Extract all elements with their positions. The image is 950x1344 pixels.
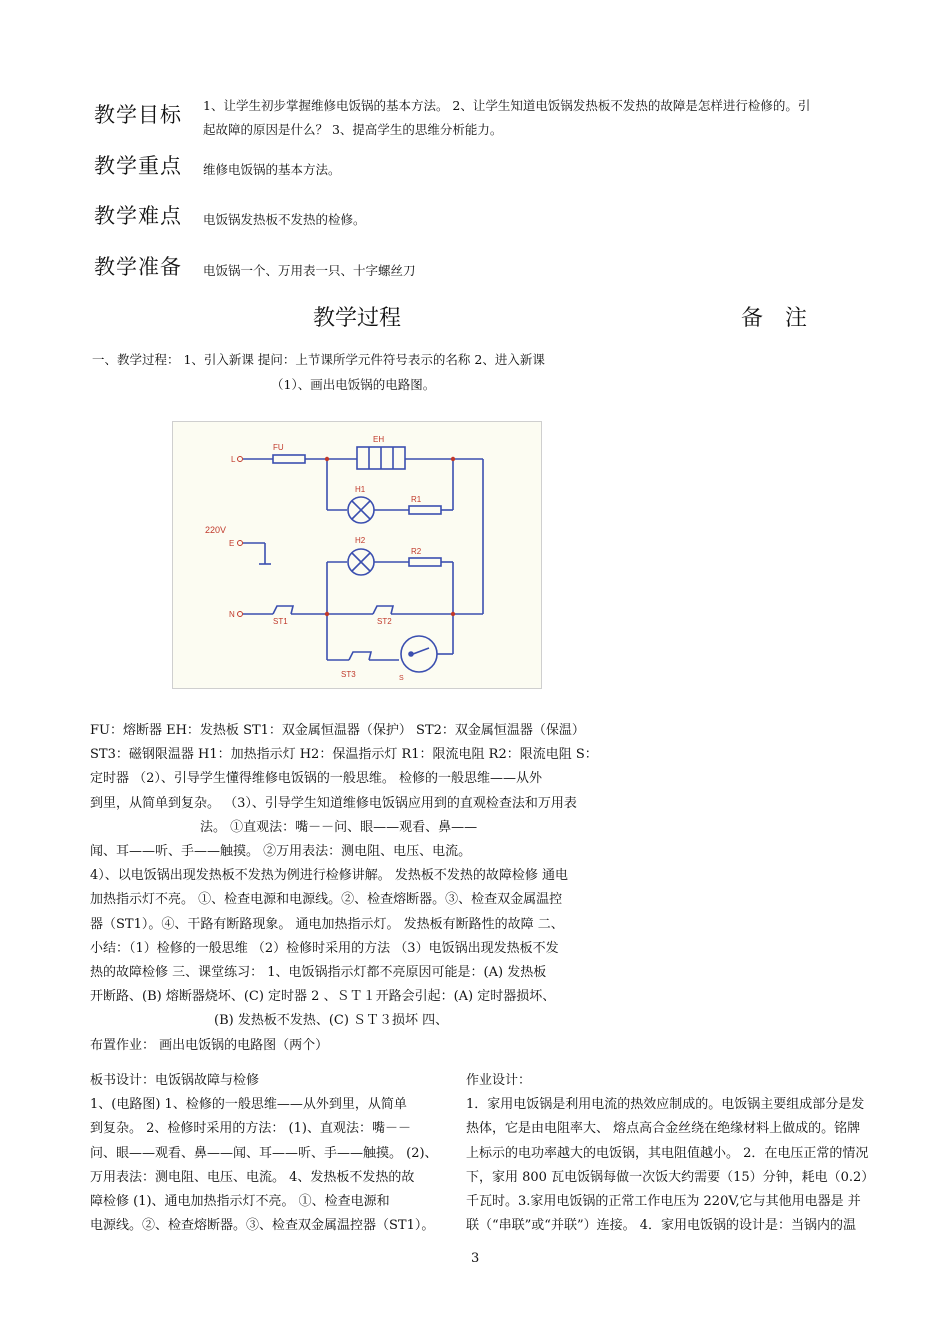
label-ST3: ST3: [341, 670, 356, 679]
body-line: 闻、耳——听、手——触摸。 ②万用表法：测电阻、电压、电流。: [90, 844, 472, 860]
body-line: 加热指示灯不亮。 ①、检查电源和电源线。②、检查熔断器。③、检查双金属温控: [90, 892, 563, 908]
body-line: 到里，从简单到复杂。 （3）、引导学生知道维修电饭锅应用到的直观检查法和万用表: [90, 795, 577, 811]
label-ST1: ST1: [273, 617, 288, 626]
preparation-text: 电饭锅一个、万用表一只、十字螺丝刀: [203, 263, 416, 278]
body-line: 开断路、(B) 熔断器烧坏、(C) 定时器 2 、ＳＴ１开路会引起：(A) 定时器损坏、: [90, 989, 556, 1005]
body-line: 4）、以电饭锅出现发热板不发热为例进行检修讲解。 发热板不发热的故障检修 通电: [90, 868, 569, 884]
page-number: 3: [471, 1251, 480, 1266]
body-line: 热的故障检修 三、课堂练习： 1、电饭锅指示灯都不亮原因可能是：(A) 发热板: [90, 965, 547, 981]
body-line: FU：熔断器 EH：发热板 ST1：双金属恒温器（保护） ST2：双金属恒温器（保温）: [90, 723, 585, 738]
body-line: 小结：（1）检修的一般思维 （2）检修时采用的方法 （3）电饭锅出现发热板不发: [90, 940, 559, 956]
difficulties-text: 电饭锅发热板不发热的检修。: [203, 212, 366, 227]
homework-line: 联（“串联”或“并联”）连接。 4．家用电饭锅的设计是：当锅内的温: [466, 1218, 856, 1234]
homework-line: 千瓦时。3.家用电饭锅的正常工作电压为 220V,它与其他用电器是 并: [466, 1194, 861, 1210]
resistor-r2-symbol: [409, 558, 441, 566]
timer-s-symbol: [401, 636, 437, 672]
homework-line: 下，家用 800 瓦电饭锅每做一次饭大约需要（15）分钟，耗电（0.2）: [466, 1169, 875, 1185]
section-title: 教学过程: [313, 306, 402, 331]
label-E: E: [229, 539, 235, 548]
label-R1: R1: [411, 495, 422, 504]
label-H1: H1: [355, 485, 366, 494]
body-line: 器（ST1）。④、干路有断路现象。 通电加热指示灯。 发热板有断路性的故障 二、: [90, 916, 564, 932]
board-line: 电源线。②、检查熔断器。③、检查双金属温控器（ST1）。: [90, 1218, 435, 1234]
label-R2: R2: [411, 547, 422, 556]
board-line: 万用表法：测电阻、电压、电流。 4、发热板不发热的故: [90, 1169, 415, 1185]
board-line: 障检修 (1)、通电加热指示灯不亮。 ①、检查电源和: [90, 1194, 390, 1210]
body-line: 定时器 （2）、引导学生懂得维修电饭锅的一般思维。 检修的一般思维——从外: [90, 771, 543, 787]
circuit-diagram: [172, 421, 542, 689]
homework-title: 作业设计：: [466, 1073, 532, 1088]
board-title: 板书设计：电饭锅故障与检修: [90, 1073, 260, 1088]
label-220V: 220V: [205, 525, 227, 535]
label-EH: EH: [373, 435, 385, 444]
key-points-text: 维修电饭锅的基本方法。: [203, 162, 341, 177]
label-L: L: [231, 455, 236, 464]
intro-line2: （1）、画出电饭锅的电路图。: [271, 377, 436, 392]
fuse-symbol: [273, 455, 305, 463]
board-design: [90, 1069, 460, 1238]
label-preparation: 教学准备: [94, 255, 182, 279]
switch-st2-symbol: [373, 606, 393, 614]
switch-st3-symbol: [349, 652, 371, 660]
body-line: ST3：磁钢限温器 H1：加热指示灯 H2：保温指示灯 R1：限流电阻 R2：限流电阻 S：: [90, 747, 598, 763]
objectives-line2: 起故障的原因是什么？ 3、提高学生的思维分析能力。: [203, 122, 503, 137]
homework-line: 上标示的电功率越大的电饭锅，其电阻值越小。 2．在电压正常的情况: [466, 1145, 869, 1161]
board-line: 到复杂。 2、检修时采用的方法： (1)、直观法：嘴－－: [90, 1121, 411, 1137]
body-line: (B) 发热板不发热、(C) ＳＴ３损坏 四、: [214, 1013, 449, 1029]
intro-line1: 一、教学过程： 1、引入新课 提问：上节课所学元件符号表示的名称 2、进入新课: [92, 352, 545, 367]
label-objectives: 教学目标: [94, 103, 182, 127]
body-line: 布置作业： 画出电饭锅的电路图（两个）: [90, 1037, 329, 1053]
notes-title: 备 注: [741, 306, 808, 331]
homework-line: 1．家用电饭锅是利用电流的热效应制成的。电饭锅主要组成部分是发: [466, 1097, 865, 1113]
objectives-line1: 1、让学生初步掌握维修电饭锅的基本方法。 2、让学生知道电饭锅发热板不发热的故障是怎样进行检修的。引: [203, 98, 811, 113]
label-ST2: ST2: [377, 617, 392, 626]
homework-line: 热体，它是由电阻率大、 熔点高合金丝绕在绝缘材料上做成的。铭牌: [466, 1121, 861, 1137]
body-line: 法。 ①直观法：嘴－－问、眼——观看、鼻——: [200, 819, 478, 835]
resistor-r1-symbol: [409, 506, 441, 514]
label-S: S: [399, 675, 404, 682]
label-difficulties: 教学难点: [94, 204, 182, 228]
body-text: [90, 719, 630, 1058]
label-N: N: [229, 610, 235, 619]
homework-design: [466, 1069, 916, 1238]
board-line: 问、眼——观看、鼻——闻、耳——听、手——触摸。 (2)、: [90, 1145, 438, 1161]
label-key-points: 教学重点: [94, 154, 182, 178]
switch-st1-symbol: [273, 606, 293, 614]
board-line: 1、(电路图) 1、检修的一般思维——从外到里，从简单: [90, 1097, 407, 1113]
label-H2: H2: [355, 536, 366, 545]
label-FU: FU: [273, 443, 284, 452]
